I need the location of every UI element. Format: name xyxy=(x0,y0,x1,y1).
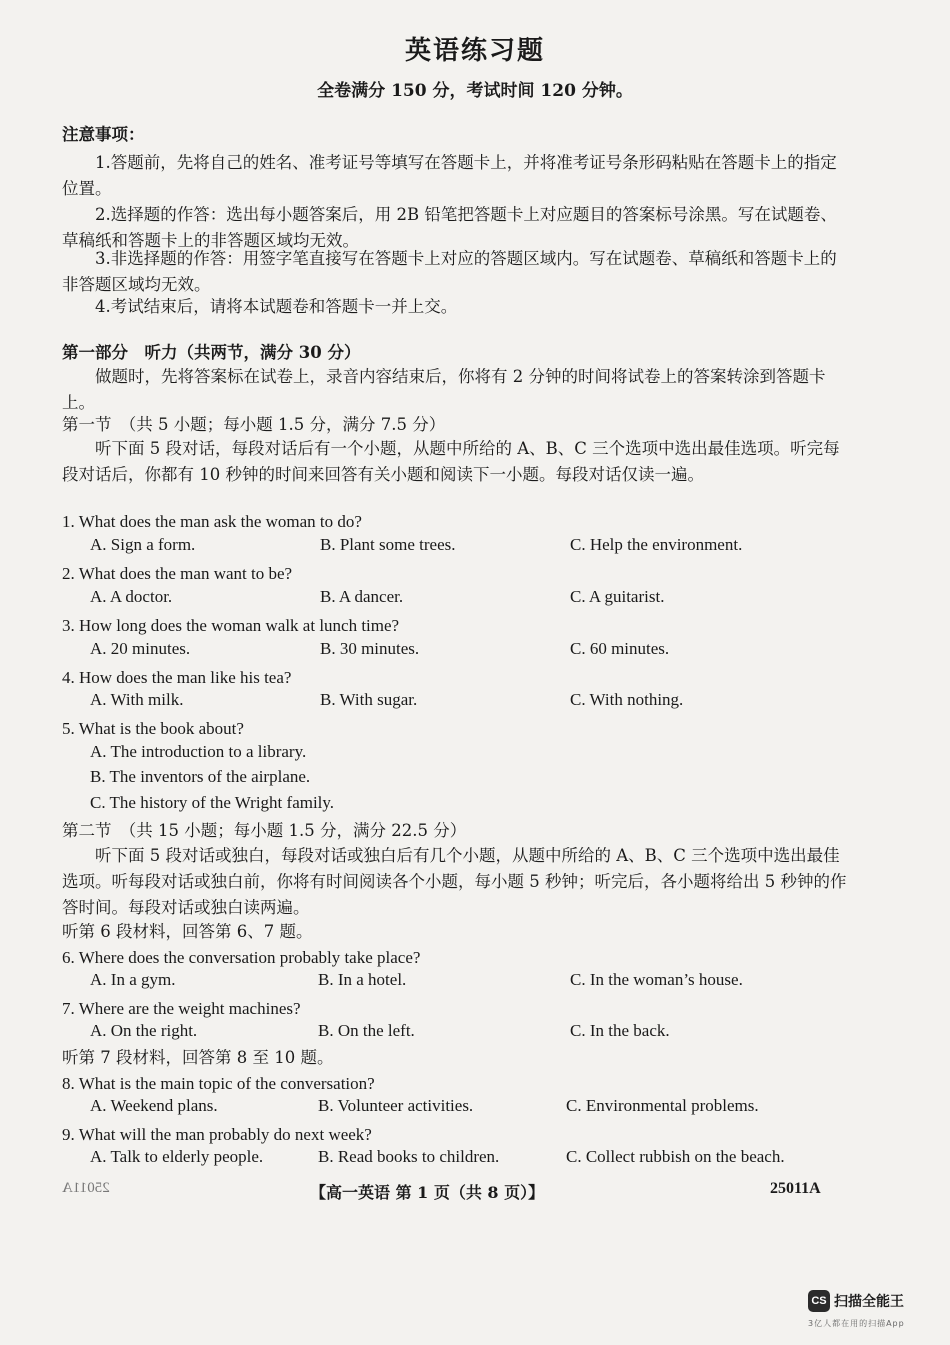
exam-info: 全卷满分 150 分，考试时间 120 分钟。 xyxy=(317,81,633,101)
q7-option-b: B. On the left. xyxy=(318,1021,415,1040)
q2-option-a: A. A doctor. xyxy=(90,587,173,606)
part1-intro: 做题时，先将答案标在试卷上，录音内容结束后，你将有 2 分钟的时间将试卷上的答案转涂到答题卡上。 xyxy=(62,367,826,412)
page-number: 【高一英语 第 1 页（共 8 页）】 xyxy=(310,1183,545,1202)
notice-item-1: 1.答题前，先将自己的姓名、准考证号等填写在答题卡上，并将准考证号条形码粘贴在答题卡上的指定位置。 xyxy=(62,153,837,198)
question-7: 7. Where are the weight machines? xyxy=(62,999,301,1018)
question-2: 2. What does the man want to be? xyxy=(62,564,293,583)
notice-heading: 注意事项： xyxy=(62,125,145,144)
q4-option-b: B. With sugar. xyxy=(320,690,418,709)
q4-option-c: C. With nothing. xyxy=(570,690,684,709)
section2-intro: 听下面 5 段对话或独白，每段对话或独白后有几个小题，从题中所给的 A、B、C 三个选项中选出最佳选项。听每段对话或独白前，你将有时间阅读各个小题，每小题 5 秒钟；听完后，各小题将给出 5 秒钟的作答时间。每段对话或独白读两遍。 xyxy=(62,846,847,917)
q1-option-c: C. Help the environment. xyxy=(570,535,743,554)
section2-heading: 第二节 （共 15 小题；每小题 1.5 分，满分 22.5 分） xyxy=(62,821,467,840)
question-6: 6. Where does the conversation probably take place? xyxy=(62,948,421,967)
notice-item-4: 4.考试结束后，请将本试题卷和答题卡一并上交。 xyxy=(95,297,458,316)
q6-option-c: C. In the woman’s house. xyxy=(570,970,743,989)
q2-option-c: C. A guitarist. xyxy=(570,587,665,606)
q6-option-b: B. In a hotel. xyxy=(318,970,407,989)
q9-option-a: A. Talk to elderly people. xyxy=(90,1147,264,1166)
q3-option-c: C. 60 minutes. xyxy=(570,639,670,658)
q9-option-c: C. Collect rubbish on the beach. xyxy=(566,1147,785,1166)
q3-option-a: A. 20 minutes. xyxy=(90,639,191,658)
question-5: 5. What is the book about? xyxy=(62,719,244,738)
section1-intro: 听下面 5 段对话，每段对话后有一个小题，从题中所给的 A、B、C 三个选项中选出最佳选项。听完每段对话后，你都有 10 秒钟的时间来回答有关小题和阅读下一小题。每段对话仅读一遍。 xyxy=(62,439,840,484)
q7-option-c: C. In the back. xyxy=(570,1021,670,1040)
q1-option-a: A. Sign a form. xyxy=(90,535,196,554)
question-4: 4. How does the man like his tea? xyxy=(62,668,292,687)
q4-option-a: A. With milk. xyxy=(90,690,184,709)
question-1: 1. What does the man ask the woman to do? xyxy=(62,512,362,531)
watermark-name: 扫描全能王 xyxy=(834,1294,904,1310)
paper-code: 25011A xyxy=(770,1180,821,1197)
q1-option-b: B. Plant some trees. xyxy=(320,535,456,554)
material-6-instruction: 听第 6 段材料，回答第 6、7 题。 xyxy=(62,922,313,941)
q6-option-a: A. In a gym. xyxy=(90,970,176,989)
page-title: 英语练习题 xyxy=(404,36,545,66)
material-7-instruction: 听第 7 段材料，回答第 8 至 10 题。 xyxy=(62,1048,334,1067)
q9-option-b: B. Read books to children. xyxy=(318,1147,500,1166)
notice-item-3: 3.非选择题的作答：用签字笔直接写在答题卡上对应的答题区域内。写在试题卷、草稿纸和答题卡上的非答题区域均无效。 xyxy=(62,249,837,294)
scanner-watermark xyxy=(808,1290,928,1329)
q5-option-b: B. The inventors of the airplane. xyxy=(90,767,311,786)
notice-item-2: 2.选择题的作答：选出每小题答案后，用 2B 铅笔把答题卡上对应题目的答案标号涂黑。写在试题卷、草稿纸和答题卡上的非答题区域均无效。 xyxy=(62,205,837,250)
section1-heading: 第一节 （共 5 小题；每小题 1.5 分，满分 7.5 分） xyxy=(62,415,446,434)
q2-option-b: B. A dancer. xyxy=(320,587,404,606)
question-8: 8. What is the main topic of the conversation? xyxy=(62,1074,375,1093)
part1-heading: 第一部分 听力（共两节，满分 30 分） xyxy=(62,343,361,362)
q7-option-a: A. On the right. xyxy=(90,1021,198,1040)
q3-option-b: B. 30 minutes. xyxy=(320,639,420,658)
q5-option-c: C. The history of the Wright family. xyxy=(90,793,335,812)
camscanner-logo-icon: CS xyxy=(808,1290,830,1312)
mirrored-code: 25011A xyxy=(62,1180,110,1196)
watermark-tagline: 3亿人都在用的扫描App xyxy=(808,1319,905,1328)
q5-option-a: A. The introduction to a library. xyxy=(90,742,307,761)
question-9: 9. What will the man probably do next week? xyxy=(62,1125,372,1144)
q8-option-b: B. Volunteer activities. xyxy=(318,1096,474,1115)
question-3: 3. How long does the woman walk at lunch time? xyxy=(62,616,400,635)
q8-option-a: A. Weekend plans. xyxy=(90,1096,218,1115)
q8-option-c: C. Environmental problems. xyxy=(566,1096,759,1115)
